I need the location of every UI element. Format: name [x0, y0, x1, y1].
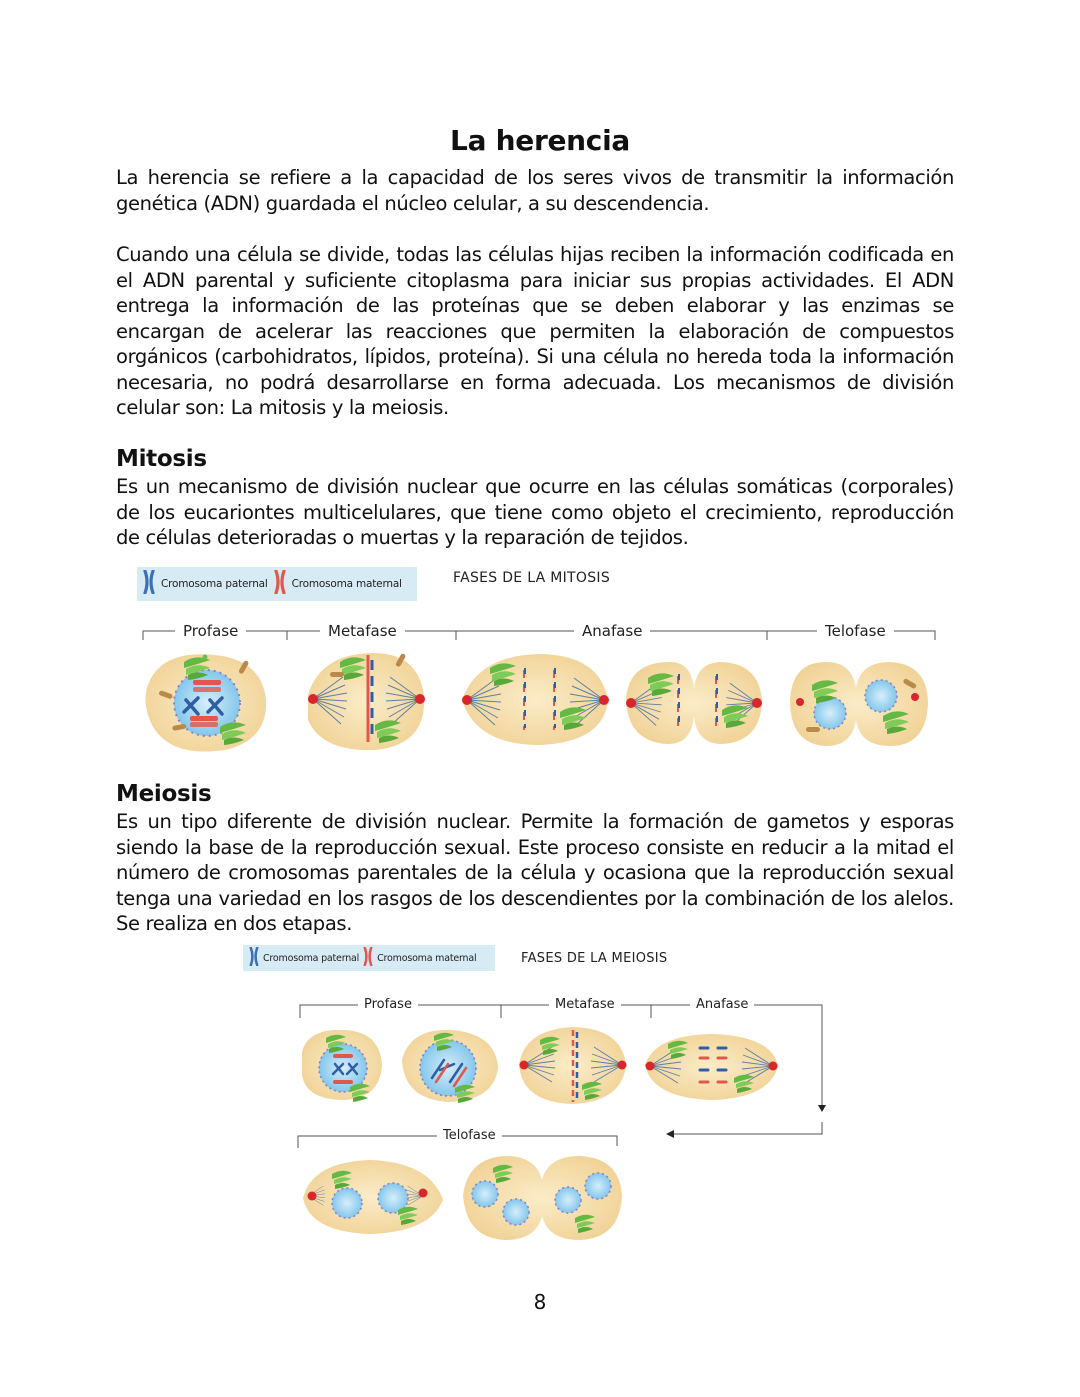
meiosis-telofase-cell-1: [303, 1160, 443, 1234]
meiosis-profase-cell-2: [402, 1030, 498, 1103]
mitosis-phase-telofase: Telofase: [817, 622, 894, 640]
meiosis-phase-profase: Profase: [358, 996, 418, 1014]
meiosis-phase-anafase: Anafase: [690, 996, 754, 1014]
meiosis-phase-metafase: Metafase: [549, 996, 621, 1014]
meiosis-figure-title: FASES DE LA MEIOSIS: [521, 951, 668, 966]
legend-paternal-label: Cromosoma paternal: [161, 578, 268, 590]
mitosis-phase-anafase: Anafase: [574, 622, 650, 640]
mitosis-phase-profase: Profase: [175, 622, 246, 640]
meiosis-phase-telofase: Telofase: [437, 1127, 502, 1145]
intro-paragraph-1: La herencia se refiere a la capacidad de los seres vivos de transmitir la información genética (ADN) guardada el núcleo celular, a su descendencia.: [116, 166, 954, 215]
legend-paternal-label: Cromosoma paternal: [263, 952, 360, 964]
meiosis-telofase-cell-2: [463, 1156, 622, 1240]
meiosis-text: Es un tipo diferente de división nuclear. Permite la formación de gametos y esporas siendo la base de la reproducción sexual. Este proceso consiste en reducir a la mitad el número de cromosomas parentales de la célula y ocasiona que la reproducción sexual tenga una variedad en los rasgos de los descendientes por la combinación de los alelos. Se realiza en dos etapas.: [116, 810, 954, 935]
legend-maternal-label: Cromosoma maternal: [291, 578, 402, 590]
legend-maternal-label: Cromosoma maternal: [377, 952, 477, 964]
intro-paragraph-2: Cuando una célula se divide, todas las células hijas reciben la información codificada en el ADN parental y suficiente citoplasma para iniciar sus propias actividades. El ADN entrega la información de las proteínas que se deben elaborar y las enzimas se encargan de acelerar las reacciones que permiten la elaboración de compuestos orgánicos (carbohidratos, lípidos, proteína). Si una célula no hereda toda la información necesaria, no podrá desarrollarse en forma adecuada. Los mecanismos de división celular son: La mitosis y la meiosis.: [116, 243, 954, 419]
meiosis-anafase-cell: [645, 1034, 778, 1100]
page-title: La herencia: [450, 123, 630, 157]
meiosis-profase-cell-1: [302, 1030, 382, 1102]
meiosis-metafase-cell: [519, 1027, 627, 1104]
meiosis-heading: Meiosis: [116, 781, 212, 807]
page-number: 8: [533, 1290, 547, 1314]
mitosis-text: Es un mecanismo de división nuclear que ocurre en las células somáticas (corporales) de los eucariontes multicelulares, que tiene como objeto el crecimiento, reproducción de células deterioradas o muertas y la reparación de tejidos.: [116, 475, 954, 549]
mitosis-phase-metafase: Metafase: [320, 622, 405, 640]
mitosis-figure-title: FASES DE LA MITOSIS: [453, 570, 611, 586]
mitosis-heading: Mitosis: [116, 446, 207, 472]
